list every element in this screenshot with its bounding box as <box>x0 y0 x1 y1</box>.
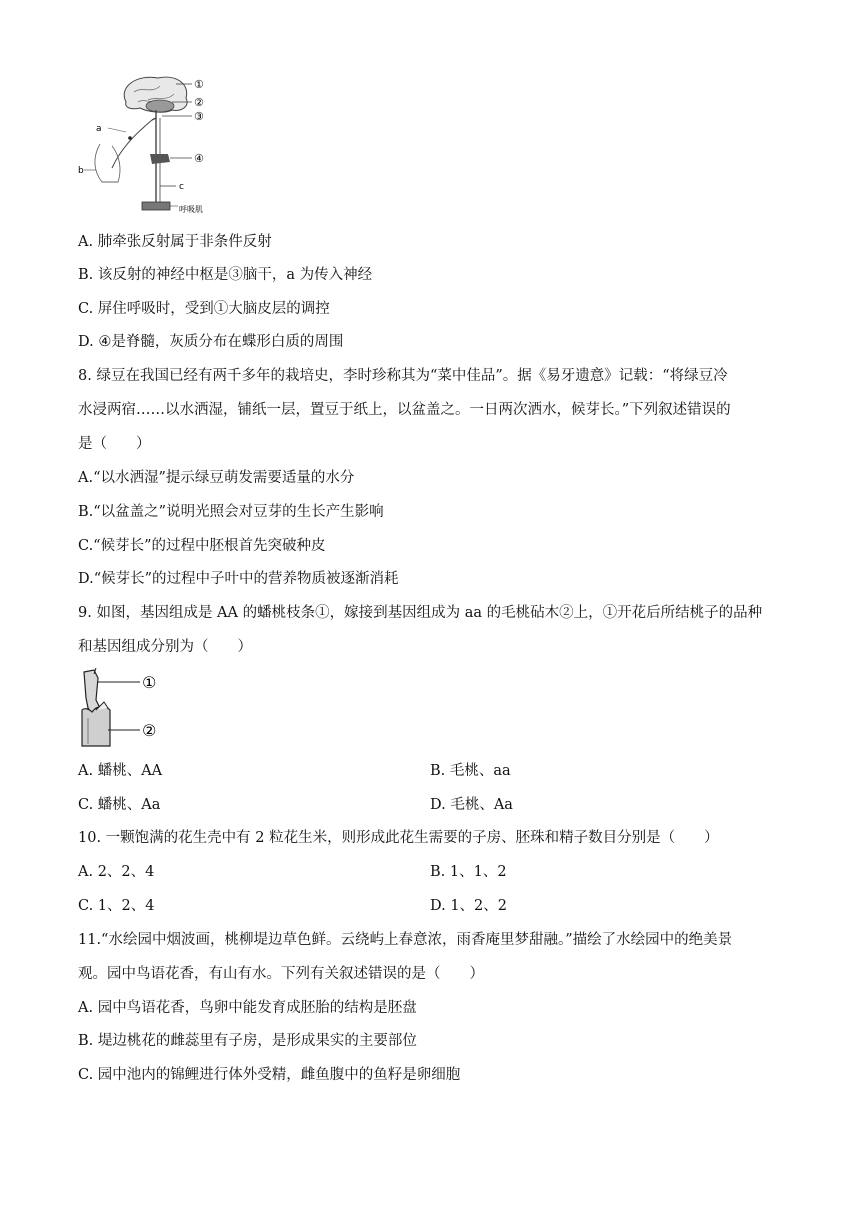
reflex-arc-figure <box>78 72 218 220</box>
q10-option-b: B. 1、1、2 <box>430 864 507 880</box>
q8-stem-line-1: 8. 绿豆在我国已经有两千多年的栽培史，李时珍称其为“菜中佳品”。据《易牙遗意》记载：“将绿豆冷 <box>78 368 728 384</box>
q10-option-a: A. 2、2、4 <box>78 864 155 880</box>
q10-option-c: C. 1、2、4 <box>78 898 155 914</box>
q8-option-b: B.“以盆盖之”说明光照会对豆芽的生长产生影响 <box>78 504 384 520</box>
q9-stem-line-2: 和基因组成分别为（ ） <box>78 639 252 655</box>
q11-option-b: B. 堤边桃花的雌蕊里有子房，是形成果实的主要部位 <box>78 1033 417 1049</box>
q8-stem-line-3: 是（ ） <box>78 436 151 452</box>
q9-stem-line-1: 9. 如图，基因组成是 AA 的蟠桃枝条①，嫁接到基因组成为 aa 的毛桃砧木②上，①开花后所结桃子的品种 <box>78 605 763 621</box>
fig9-label-1: ① <box>142 673 157 692</box>
q7-option-b: B. 该反射的神经中枢是③脑干，a 为传入神经 <box>78 267 373 283</box>
fig7-muscle-label: 呼吸肌 <box>179 205 203 214</box>
fig7-label-2: ② <box>194 96 204 109</box>
fig7-label-3: ③ <box>194 110 204 123</box>
q11-stem-line-2: 观。园中鸟语花香，有山有水。下列有关叙述错误的是（ ） <box>78 966 484 982</box>
fig7-letter-a: a <box>96 124 102 134</box>
rootstock-drawing <box>82 707 110 747</box>
q10-option-d: D. 1、2、2 <box>430 898 508 914</box>
q11-option-a: A. 园中鸟语花香，鸟卵中能发育成胚胎的结构是胚盘 <box>78 1000 417 1016</box>
fig7-label-4: ④ <box>194 152 204 165</box>
spinal-cord-drawing <box>150 154 170 164</box>
q8-option-a: A.“以水洒湿”提示绿豆萌发需要适量的水分 <box>78 470 355 486</box>
grafting-figure <box>78 668 168 748</box>
fig9-label-2: ② <box>142 721 157 740</box>
q7-option-a: A. 肺牵张反射属于非条件反射 <box>78 234 272 250</box>
q8-option-c: C.“候芽长”的过程中胚根首先突破种皮 <box>78 538 326 554</box>
q11-option-c: C. 园中池内的锦鲤进行体外受精，雌鱼腹中的鱼籽是卵细胞 <box>78 1067 461 1083</box>
fig7-label-1: ① <box>194 78 204 91</box>
q9-option-a: A. 蟠桃、AA <box>78 763 163 779</box>
q9-option-b: B. 毛桃、aa <box>430 763 511 779</box>
q8-option-d: D.“候芽长”的过程中子叶中的营养物质被逐渐消耗 <box>78 571 399 587</box>
fig7-letter-b: b <box>78 166 84 176</box>
q9-option-c: C. 蟠桃、Aa <box>78 797 161 813</box>
q10-stem: 10. 一颗饱满的花生壳中有 2 粒花生米，则形成此花生需要的子房、胚珠和精子数目分别是（ ） <box>78 830 719 846</box>
q7-option-c: C. 屏住呼吸时，受到①大脑皮层的调控 <box>78 301 330 317</box>
respiratory-muscle-drawing <box>142 202 170 210</box>
fig7-letter-c: c <box>179 182 184 192</box>
q11-stem-line-1: 11.“水绘园中烟波画，桃柳堤边草色鲜。云绕屿上春意浓，雨香庵里梦甜融。”描绘了水绘园中的绝美景 <box>78 932 733 948</box>
q7-option-d: D. ④是脊髓，灰质分布在蝶形白质的周围 <box>78 334 344 350</box>
q9-option-d: D. 毛桃、Aa <box>430 797 513 813</box>
q8-stem-line-2: 水浸两宿……以水洒湿，铺纸一层，置豆于纸上，以盆盖之。一日两次洒水，候芽长。”下列叙述错误的 <box>78 402 731 418</box>
